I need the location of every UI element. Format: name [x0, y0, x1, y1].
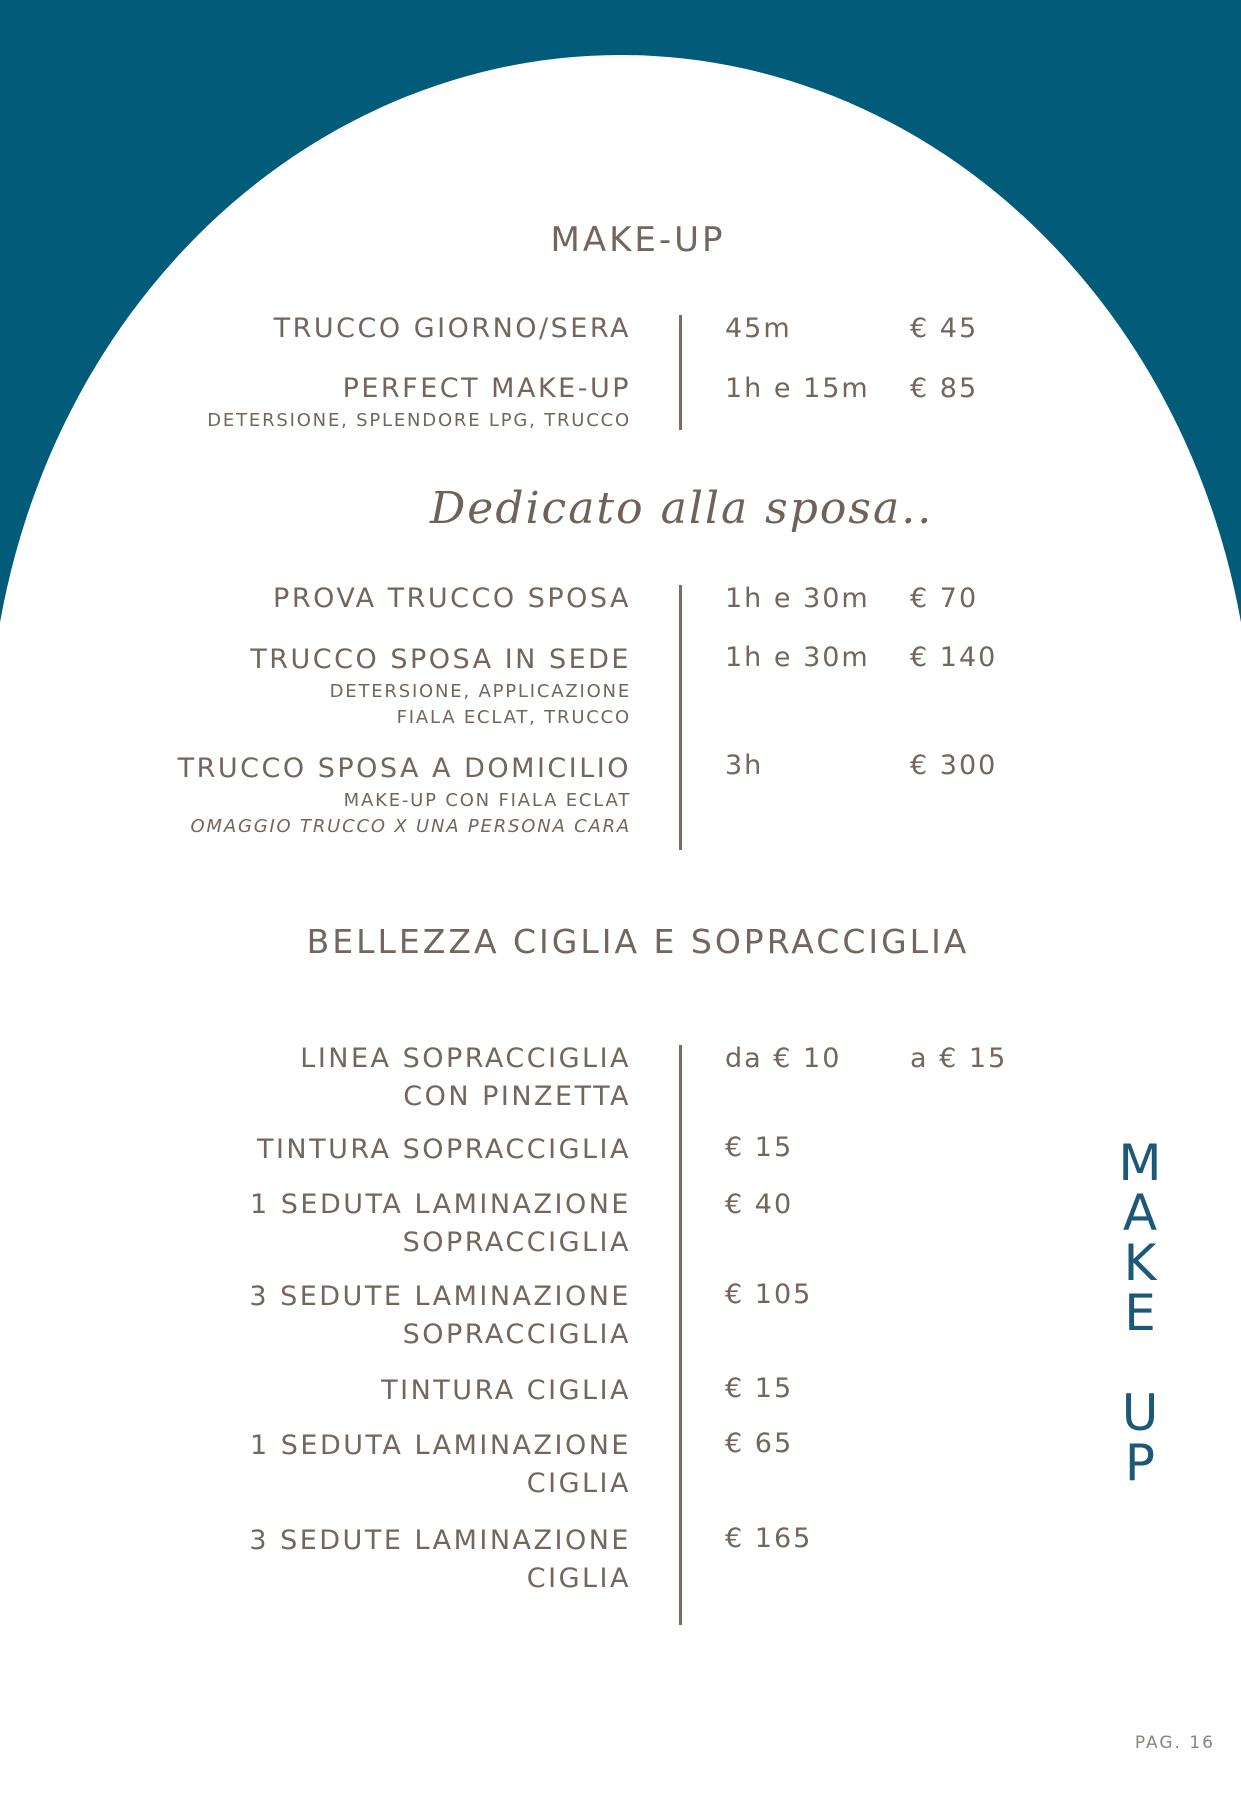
- service-time: 3h: [725, 750, 764, 781]
- service-item: [381, 1372, 631, 1410]
- service-price: € 140: [910, 642, 998, 673]
- service-time: 45m: [725, 313, 792, 344]
- service-price-max: a € 15: [910, 1043, 1008, 1074]
- service-price: € 40: [725, 1189, 794, 1220]
- service-price: € 65: [725, 1428, 794, 1459]
- divider-line-makeup: [679, 315, 682, 430]
- service-description: OMAGGIO TRUCCO X UNA PERSONA CARA: [190, 816, 631, 837]
- service-item: [207, 370, 631, 434]
- service-item: [249, 1278, 631, 1354]
- side-letter: U: [1121, 1384, 1159, 1442]
- service-price: € 300: [910, 750, 998, 781]
- section-title-makeup: MAKE-UP: [550, 220, 726, 260]
- service-name: 1 SEDUTA LAMINAZIONE: [250, 1430, 631, 1461]
- service-price: € 85: [910, 373, 979, 404]
- service-description: MAKE-UP CON FIALA ECLAT: [343, 790, 631, 811]
- service-description: DETERSIONE, APPLICAZIONE: [329, 681, 631, 702]
- service-price: € 70: [910, 583, 979, 614]
- divider-line-ciglia: [679, 1045, 682, 1625]
- service-name: 3 SEDUTE LAMINAZIONE: [249, 1525, 631, 1556]
- service-time: 1h e 30m: [725, 642, 870, 673]
- service-time: 1h e 30m: [725, 583, 870, 614]
- service-price: da € 10: [725, 1043, 842, 1074]
- service-item: [249, 1522, 631, 1598]
- service-name: TRUCCO SPOSA IN SEDE: [250, 644, 631, 675]
- service-name: 1 SEDUTA LAMINAZIONE: [250, 1189, 631, 1220]
- service-item: [250, 1186, 631, 1262]
- section-title-ciglia: BELLEZZA CIGLIA E SOPRACCIGLIA: [306, 922, 970, 961]
- service-price: € 15: [725, 1373, 794, 1404]
- service-item: [274, 310, 631, 348]
- service-name: TRUCCO GIORNO/SERA: [273, 313, 631, 344]
- service-name: SOPRACCIGLIA: [402, 1227, 631, 1258]
- service-name: TRUCCO SPOSA A DOMICILIO: [177, 753, 631, 784]
- section-title-sposa: Dedicato alla sposa..: [430, 483, 934, 534]
- service-description: DETERSIONE, SPLENDORE LPG, TRUCCO: [207, 410, 631, 431]
- service-price: € 165: [725, 1523, 813, 1554]
- side-letter: P: [1124, 1434, 1156, 1492]
- service-name: PROVA TRUCCO SPOSA: [273, 583, 631, 614]
- service-name: TINTURA CIGLIA: [381, 1375, 631, 1406]
- side-letter: E: [1124, 1284, 1156, 1342]
- service-item: [178, 750, 631, 840]
- service-name: CON PINZETTA: [403, 1081, 631, 1112]
- service-name: PERFECT MAKE-UP: [342, 373, 631, 404]
- service-description: FIALA ECLAT, TRUCCO: [396, 707, 631, 728]
- side-letter: K: [1123, 1234, 1157, 1292]
- service-name: TINTURA SOPRACCIGLIA: [256, 1134, 631, 1165]
- service-item: [250, 641, 631, 731]
- service-name: CIGLIA: [526, 1563, 631, 1594]
- service-item: [257, 1131, 631, 1169]
- side-letter: M: [1118, 1134, 1162, 1192]
- service-item: [300, 1040, 631, 1116]
- side-letter: A: [1122, 1184, 1158, 1242]
- service-price: € 15: [725, 1132, 794, 1163]
- service-name: CIGLIA: [526, 1468, 631, 1499]
- page-number: PAG. 16: [1134, 1733, 1215, 1753]
- divider-line-sposa: [679, 585, 682, 850]
- service-price: € 105: [725, 1279, 813, 1310]
- service-item: [273, 580, 631, 618]
- service-name: 3 SEDUTE LAMINAZIONE: [249, 1281, 631, 1312]
- service-time: 1h e 15m: [725, 373, 870, 404]
- service-name: LINEA SOPRACCIGLIA: [300, 1043, 631, 1074]
- service-name: SOPRACCIGLIA: [402, 1319, 631, 1350]
- service-price: € 45: [910, 313, 979, 344]
- service-item: [250, 1427, 631, 1503]
